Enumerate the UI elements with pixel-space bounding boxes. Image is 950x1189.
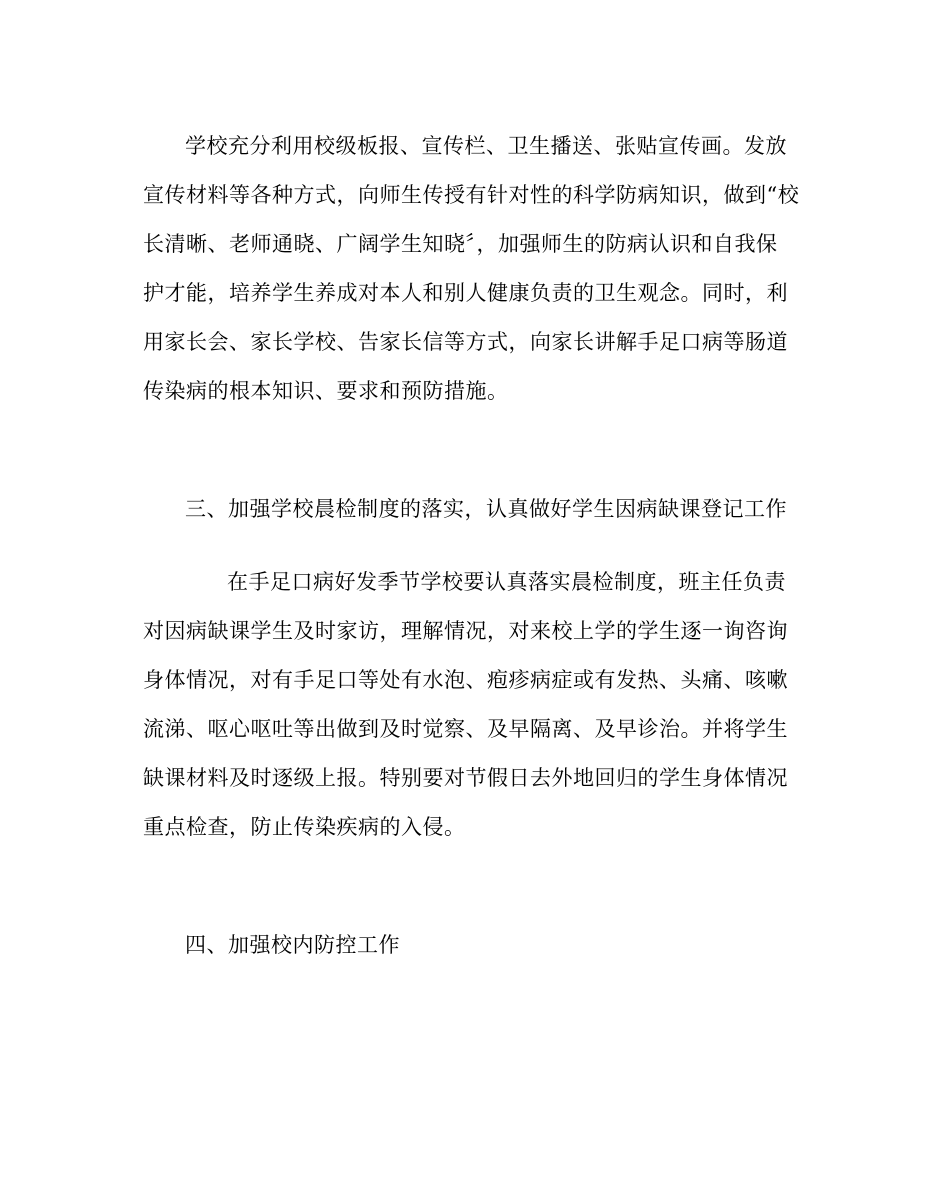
section-3-heading: 三、加强学校晨检制度的落实，认真做好学生因病缺课登记工作 bbox=[185, 497, 787, 521]
paragraph-1-line-3: 长清晰、老师通晓、广阔学生知晓〞，加强师生的防病认识和自我保 bbox=[143, 232, 778, 256]
paragraph-2-line-6: 重点检查，防止传染疾病的入侵。 bbox=[143, 815, 466, 839]
paragraph-2-line-1: 在手足口病好发季节学校要认真落实晨检制度，班主任负责 bbox=[227, 570, 786, 594]
paragraph-2-line-5: 缺课材料及时逐级上报。特别要对节假日去外地回归的学生身体情况 bbox=[143, 766, 788, 790]
section-4-heading: 四、加强校内防控工作 bbox=[185, 933, 400, 957]
paragraph-1-line-6: 传染病的根本知识、要求和预防措施。 bbox=[143, 379, 509, 403]
paragraph-1-line-2: 宣传材料等各种方式，向师生传授有针对性的科学防病知识，做到“校 bbox=[143, 183, 800, 207]
paragraph-1-line-4: 护才能，培养学生养成对本人和别人健康负责的卫生观念。同时，利 bbox=[143, 281, 788, 305]
paragraph-2-line-2: 对因病缺课学生及时家访，理解情况，对来校上学的学生逐一询咨询 bbox=[143, 619, 788, 643]
paragraph-2-line-3: 身体情况，对有手足口等处有水泡、疱疹病症或有发热、头痛、咳嗽 bbox=[143, 668, 788, 692]
paragraph-1-line-5: 用家长会、家长学校、告家长信等方式，向家长讲解手足口病等肠道 bbox=[143, 330, 788, 354]
paragraph-1-line-1: 学校充分利用校级板报、宣传栏、卫生播送、张贴宣传画。发放 bbox=[185, 134, 787, 158]
paragraph-2-line-4: 流涕、呕心呕吐等出做到及时觉察、及早隔离、及早诊治。并将学生 bbox=[143, 717, 788, 741]
